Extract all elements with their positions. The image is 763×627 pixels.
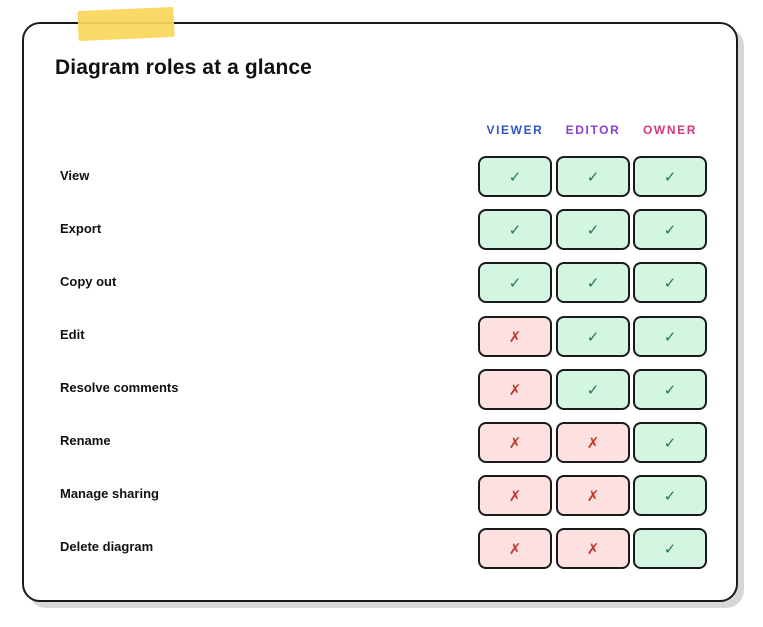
allowed-cell xyxy=(633,209,707,250)
cross-icon: ✗ xyxy=(508,486,522,505)
cross-icon: ✗ xyxy=(508,539,522,558)
permission-label: View xyxy=(60,168,90,183)
page-title: Diagram roles at a glance xyxy=(55,56,312,79)
denied-cell xyxy=(556,528,630,569)
check-icon: ✓ xyxy=(663,539,677,558)
permission-label: Manage sharing xyxy=(60,486,159,501)
denied-cell xyxy=(478,475,552,516)
cross-icon: ✗ xyxy=(508,380,522,399)
allowed-cell xyxy=(556,369,630,410)
allowed-cell xyxy=(556,262,630,303)
check-icon: ✓ xyxy=(663,327,677,346)
check-icon: ✓ xyxy=(663,433,677,452)
allowed-cell xyxy=(478,209,552,250)
denied-cell xyxy=(556,475,630,516)
allowed-cell xyxy=(556,316,630,357)
check-icon: ✓ xyxy=(508,220,522,239)
check-icon: ✓ xyxy=(586,220,600,239)
allowed-cell xyxy=(633,316,707,357)
allowed-cell xyxy=(633,528,707,569)
permission-label: Export xyxy=(60,221,102,236)
check-icon: ✓ xyxy=(586,167,600,186)
permission-label: Copy out xyxy=(60,274,117,289)
check-icon: ✓ xyxy=(586,273,600,292)
roles-card xyxy=(22,22,738,602)
cross-icon: ✗ xyxy=(586,486,600,505)
allowed-cell xyxy=(633,475,707,516)
allowed-cell xyxy=(633,262,707,303)
check-icon: ✓ xyxy=(663,486,677,505)
allowed-cell xyxy=(633,369,707,410)
check-icon: ✓ xyxy=(586,327,600,346)
permission-label: Resolve comments xyxy=(60,380,179,395)
allowed-cell xyxy=(633,422,707,463)
check-icon: ✓ xyxy=(663,167,677,186)
permission-label: Delete diagram xyxy=(60,539,154,554)
cross-icon: ✗ xyxy=(508,327,522,346)
check-icon: ✓ xyxy=(663,273,677,292)
allowed-cell xyxy=(556,156,630,197)
check-icon: ✓ xyxy=(508,167,522,186)
allowed-cell xyxy=(478,262,552,303)
allowed-cell xyxy=(478,156,552,197)
denied-cell xyxy=(556,422,630,463)
permission-label: Edit xyxy=(60,327,85,342)
column-header-viewer: VIEWER xyxy=(486,123,544,137)
allowed-cell xyxy=(633,156,707,197)
denied-cell xyxy=(478,422,552,463)
cross-icon: ✗ xyxy=(508,433,522,452)
column-header-editor: EDITOR xyxy=(565,123,621,137)
denied-cell xyxy=(478,316,552,357)
tape-decoration xyxy=(77,7,174,41)
denied-cell xyxy=(478,528,552,569)
cross-icon: ✗ xyxy=(586,539,600,558)
check-icon: ✓ xyxy=(663,220,677,239)
cross-icon: ✗ xyxy=(586,433,600,452)
denied-cell xyxy=(478,369,552,410)
allowed-cell xyxy=(556,209,630,250)
check-icon: ✓ xyxy=(663,380,677,399)
column-header-owner: OWNER xyxy=(643,123,697,137)
check-icon: ✓ xyxy=(508,273,522,292)
permission-label: Rename xyxy=(60,433,111,448)
check-icon: ✓ xyxy=(586,380,600,399)
